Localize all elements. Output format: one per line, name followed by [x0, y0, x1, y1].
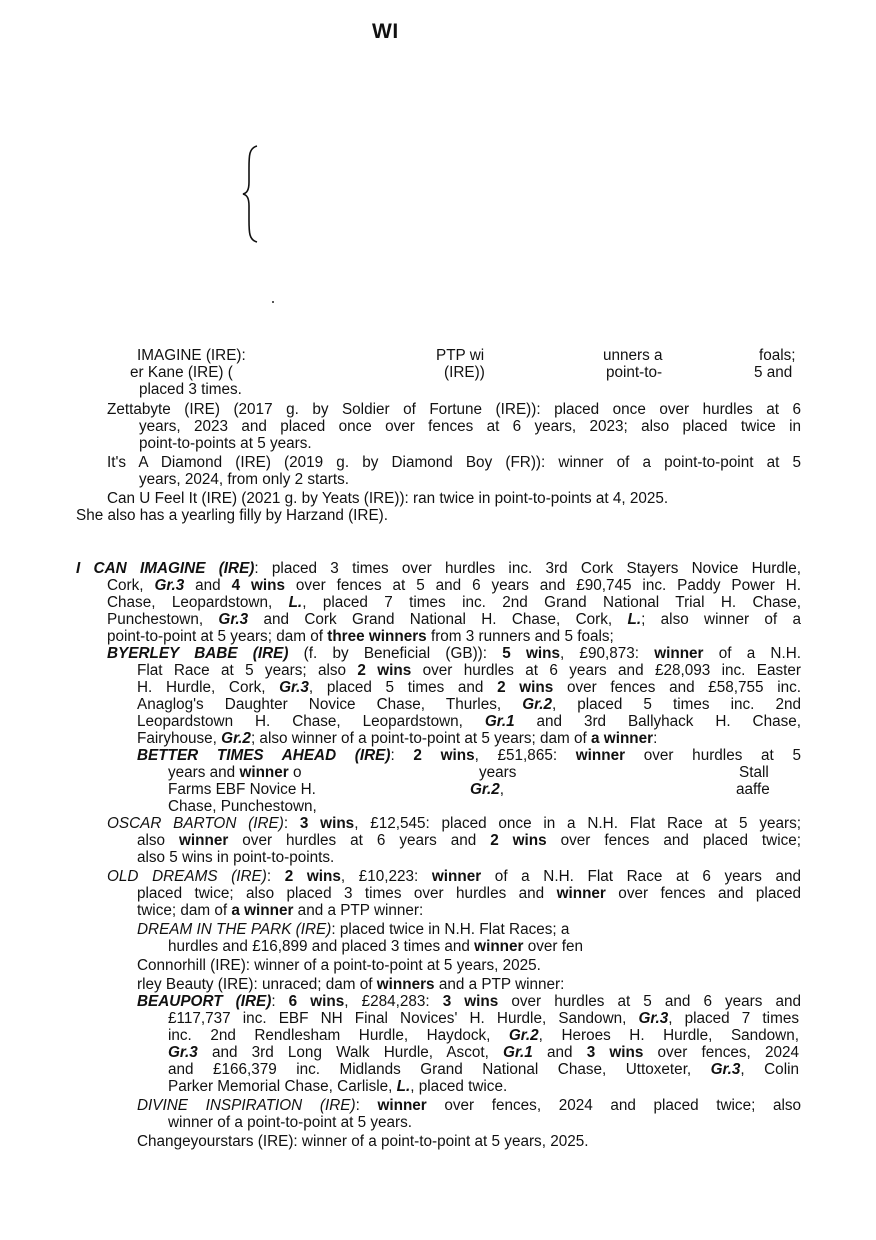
- text-run: o: [288, 764, 302, 781]
- better-line-2b: years: [479, 764, 517, 781]
- byerley-line-5: [137, 713, 801, 730]
- text-run: Parker Memorial Chase, Carlisle,: [168, 1078, 397, 1095]
- text-run: 3 wins: [442, 993, 499, 1010]
- horse-name: BYERLEY BABE (IRE): [107, 645, 289, 662]
- fragment-imagine: IMAGINE (IRE):: [137, 347, 246, 364]
- text-run: :: [653, 730, 658, 747]
- text-run: winner: [179, 832, 229, 849]
- text-run: Flat Race at 5 years; also: [137, 662, 358, 679]
- better-line-3a: Farms EBF Novice H.: [168, 781, 316, 798]
- brace-mark: [240, 144, 260, 244]
- text-run: 2 wins: [357, 662, 412, 679]
- horse-name: BETTER TIMES AHEAD (IRE): [137, 747, 391, 764]
- text-run: :: [390, 747, 414, 764]
- diamond-line-2: years, 2024, from only 2 starts.: [139, 471, 349, 488]
- text-run: and: [184, 577, 232, 594]
- fragment-ire: (IRE)): [444, 364, 485, 381]
- text-run: (f. by Beneficial (GB)):: [288, 645, 503, 662]
- page-header-mark: WI: [372, 20, 399, 43]
- text-run: and Cork Grand National H. Chase, Cork,: [248, 611, 628, 628]
- text-run: Gr.3: [279, 679, 309, 696]
- byerley-line-2: [137, 662, 801, 679]
- divine-line-1: [137, 1097, 801, 1114]
- better-line-4: Chase, Punchestown,: [168, 798, 317, 815]
- zettabyte-line-2: years, 2023 and placed once over fences at 6 years, 2023; also placed twice in: [139, 418, 801, 435]
- beauport-line-6: [168, 1078, 507, 1095]
- text-run: :: [266, 868, 285, 885]
- text-run: years and: [168, 764, 240, 781]
- dream-line-2: [168, 938, 583, 955]
- text-run: H. Hurdle, Cork,: [137, 679, 280, 696]
- beauty-line: [137, 976, 564, 993]
- text-run: , placed 7 times inc. 2nd Grand National Trial H. Chase,: [302, 594, 801, 611]
- text-run: 2 wins: [284, 868, 341, 885]
- better-line-1: [137, 747, 801, 764]
- text-run: a winner: [591, 730, 654, 747]
- text-run: and £166,379 inc. Midlands Grand National Chase, Uttoxeter,: [168, 1061, 711, 1078]
- text-run: :: [355, 1097, 378, 1114]
- text-run: and a PTP winner:: [293, 902, 424, 919]
- old-line-3: [137, 902, 423, 919]
- text-run: :: [271, 993, 289, 1010]
- beauport-line-3: [168, 1027, 799, 1044]
- text-run: over fences at 5 and 6 years and £90,745 inc. Paddy Power H.: [285, 577, 801, 594]
- text-run: ; also winner of a: [641, 611, 801, 628]
- text-run: placed twice; also placed 3 times over hurdles and: [137, 885, 557, 902]
- text-run: 3 wins: [586, 1044, 644, 1061]
- text-run: winner: [239, 764, 289, 781]
- horse-name: I CAN IMAGINE (IRE): [76, 560, 255, 577]
- text-run: , £12,545: placed once in a N.H. Flat Race at 5 years;: [354, 815, 801, 832]
- text-run: also: [137, 832, 180, 849]
- text-run: Fairyhouse,: [137, 730, 222, 747]
- text-run: winner: [556, 885, 606, 902]
- text-run: Punchestown,: [107, 611, 219, 628]
- text-run: winners: [376, 976, 435, 993]
- text-run: : placed twice in N.H. Flat Races; a: [331, 921, 570, 938]
- text-run: point-to-point at 5 years; dam of: [107, 628, 328, 645]
- connorhill-line: Connorhill (IRE): winner of a point-to-point at 5 years, 2025.: [137, 957, 541, 974]
- text-run: over hurdles at 6 years and: [228, 832, 491, 849]
- text-run: , placed 5 times inc. 2nd: [551, 696, 801, 713]
- beauport-line-5: [168, 1061, 799, 1078]
- better-line-3c: aaffe: [736, 781, 770, 798]
- text-run: over hurdles at 6 years and £28,093 inc. Easter: [411, 662, 801, 679]
- dream-line-1: [137, 921, 569, 938]
- better-line-3b: [470, 781, 504, 798]
- text-run: , placed twice.: [410, 1078, 508, 1095]
- byerley-line-6: [137, 730, 657, 747]
- text-run: over hurdles at 5: [625, 747, 801, 764]
- text-run: and 3rd Ballyhack H. Chase,: [514, 713, 801, 730]
- byerley-line-4: [137, 696, 801, 713]
- text-run: Gr.3: [710, 1061, 741, 1078]
- fragment-runners: unners a: [603, 347, 663, 364]
- text-run: over fences and £58,755 inc.: [553, 679, 802, 696]
- text-run: ,: [499, 781, 505, 798]
- speck: [272, 301, 274, 303]
- horse-name: DREAM IN THE PARK (IRE): [137, 921, 332, 938]
- better-line-2a: [168, 764, 302, 781]
- text-run: of a N.H.: [703, 645, 802, 662]
- fragment-foals: foals;: [759, 347, 796, 364]
- horse-name: BEAUPORT (IRE): [137, 993, 272, 1010]
- ici-line-4: [107, 611, 801, 628]
- text-run: over fences, 2024 and placed twice; also: [426, 1097, 802, 1114]
- text-run: and 3rd Long Walk Hurdle, Ascot,: [197, 1044, 504, 1061]
- text-run: , Heroes H. Hurdle, Sandown,: [538, 1027, 799, 1044]
- beauport-line-1: [137, 993, 801, 1010]
- old-line-2: [137, 885, 801, 902]
- horse-name: OLD DREAMS (IRE): [107, 868, 267, 885]
- horse-name: OSCAR BARTON (IRE): [107, 815, 284, 832]
- text-run: from 3 runners and 5 foals;: [426, 628, 614, 645]
- placed-line: placed 3 times.: [139, 381, 242, 398]
- text-run: , £51,865:: [474, 747, 576, 764]
- text-run: , Colin: [740, 1061, 799, 1078]
- diamond-line-1: It's A Diamond (IRE) (2019 g. by Diamond Boy (FR)): winner of a point-to-point at 5: [107, 454, 801, 471]
- text-run: three winners: [327, 628, 427, 645]
- text-run: over fences and placed: [605, 885, 801, 902]
- text-run: , £90,873:: [559, 645, 655, 662]
- text-run: ; also winner of a point-to-point at 5 years; dam of: [250, 730, 592, 747]
- text-run: Cork,: [107, 577, 155, 594]
- text-run: L.: [396, 1078, 411, 1095]
- yearling-line: She also has a yearling filly by Harzand (IRE).: [76, 507, 389, 524]
- text-run: 2 wins: [497, 679, 554, 696]
- text-run: Gr.3: [168, 1044, 198, 1061]
- text-run: Gr.2: [522, 696, 552, 713]
- ici-line-1: [76, 560, 801, 577]
- fragment-5and: 5 and: [754, 364, 793, 381]
- zettabyte-line-3: point-to-points at 5 years.: [139, 435, 312, 452]
- better-line-2c: Stall: [739, 764, 769, 781]
- byerley-line-3: [137, 679, 801, 696]
- text-run: winner: [431, 868, 482, 885]
- text-run: L.: [288, 594, 303, 611]
- horse-name: DIVINE INSPIRATION (IRE): [137, 1097, 356, 1114]
- text-run: : placed 3 times over hurdles inc. 3rd Cork Stayers Novice Hurdle,: [254, 560, 801, 577]
- text-run: , placed 7 times: [668, 1010, 799, 1027]
- text-run: Gr.3: [638, 1010, 669, 1027]
- beauport-line-4: [168, 1044, 799, 1061]
- text-run: 2 wins: [490, 832, 547, 849]
- text-run: :: [283, 815, 300, 832]
- ici-line-3: [107, 594, 801, 611]
- text-run: Gr.2: [221, 730, 251, 747]
- fragment-pointto: point-to-: [606, 364, 663, 381]
- text-run: 3 wins: [299, 815, 355, 832]
- text-run: 6 wins: [288, 993, 345, 1010]
- fragment-kane: er Kane (IRE) (: [130, 364, 233, 381]
- text-run: of a N.H. Flat Race at 6 years and: [481, 868, 802, 885]
- text-run: over hurdles at 5 and 6 years and: [498, 993, 802, 1010]
- beauport-line-2: [168, 1010, 799, 1027]
- text-run: winner: [474, 938, 524, 955]
- fragment-ptp: PTP wi: [436, 347, 485, 364]
- oscar-line-2: [137, 832, 801, 849]
- text-run: and: [532, 1044, 587, 1061]
- text-run: hurdles and £16,899 and placed 3 times and: [168, 938, 475, 955]
- text-run: 5 wins: [502, 645, 560, 662]
- oscar-line-3: also 5 wins in point-to-points.: [137, 849, 335, 866]
- text-run: winner: [377, 1097, 427, 1114]
- changeyourstars-line: Changeyourstars (IRE): winner of a point-to-point at 5 years, 2025.: [137, 1133, 589, 1150]
- text-run: 2 wins: [413, 747, 475, 764]
- text-run: over fences, 2024: [643, 1044, 800, 1061]
- text-run: rley Beauty (IRE): unraced; dam of: [137, 976, 377, 993]
- text-run: Gr.2: [508, 1027, 539, 1044]
- ici-line-2: [107, 577, 801, 594]
- canufeel-line: Can U Feel It (IRE) (2021 g. by Yeats (IRE)): ran twice in point-to-points at 4, 2025.: [107, 490, 669, 507]
- text-run: winner: [654, 645, 704, 662]
- text-run: and a PTP winner:: [434, 976, 565, 993]
- text-run: 4 wins: [231, 577, 285, 594]
- text-run: a winner: [231, 902, 294, 919]
- divine-line-2: winner of a point-to-point at 5 years.: [168, 1114, 413, 1131]
- text-run: Gr.1: [484, 713, 515, 730]
- text-run: twice; dam of: [137, 902, 232, 919]
- text-run: Gr.3: [154, 577, 185, 594]
- text-run: Leopardstown H. Chase, Leopardstown,: [137, 713, 485, 730]
- text-run: Gr.3: [218, 611, 249, 628]
- text-run: Chase, Leopardstown,: [107, 594, 289, 611]
- text-run: Gr.1: [503, 1044, 533, 1061]
- text-run: L.: [627, 611, 642, 628]
- text-run: Anaglog's Daughter Novice Chase, Thurles,: [137, 696, 523, 713]
- text-run: , £10,223:: [340, 868, 432, 885]
- text-run: winner: [575, 747, 626, 764]
- old-line-1: [107, 868, 801, 885]
- byerley-line-1: [107, 645, 801, 662]
- text-run: , £284,283:: [344, 993, 443, 1010]
- ici-line-5: [107, 628, 614, 645]
- text-run: inc. 2nd Rendlesham Hurdle, Haydock,: [168, 1027, 509, 1044]
- oscar-line-1: [107, 815, 801, 832]
- text-run: , placed 5 times and: [308, 679, 498, 696]
- text-run: over fences and placed twice;: [546, 832, 802, 849]
- zettabyte-line-1: Zettabyte (IRE) (2017 g. by Soldier of Fortune (IRE)): placed once over hurdles at 6: [107, 401, 801, 418]
- text-run: Gr.2: [470, 781, 500, 798]
- text-run: over fen: [523, 938, 583, 955]
- text-run: £117,737 inc. EBF NH Final Novices' H. Hurdle, Sandown,: [168, 1010, 639, 1027]
